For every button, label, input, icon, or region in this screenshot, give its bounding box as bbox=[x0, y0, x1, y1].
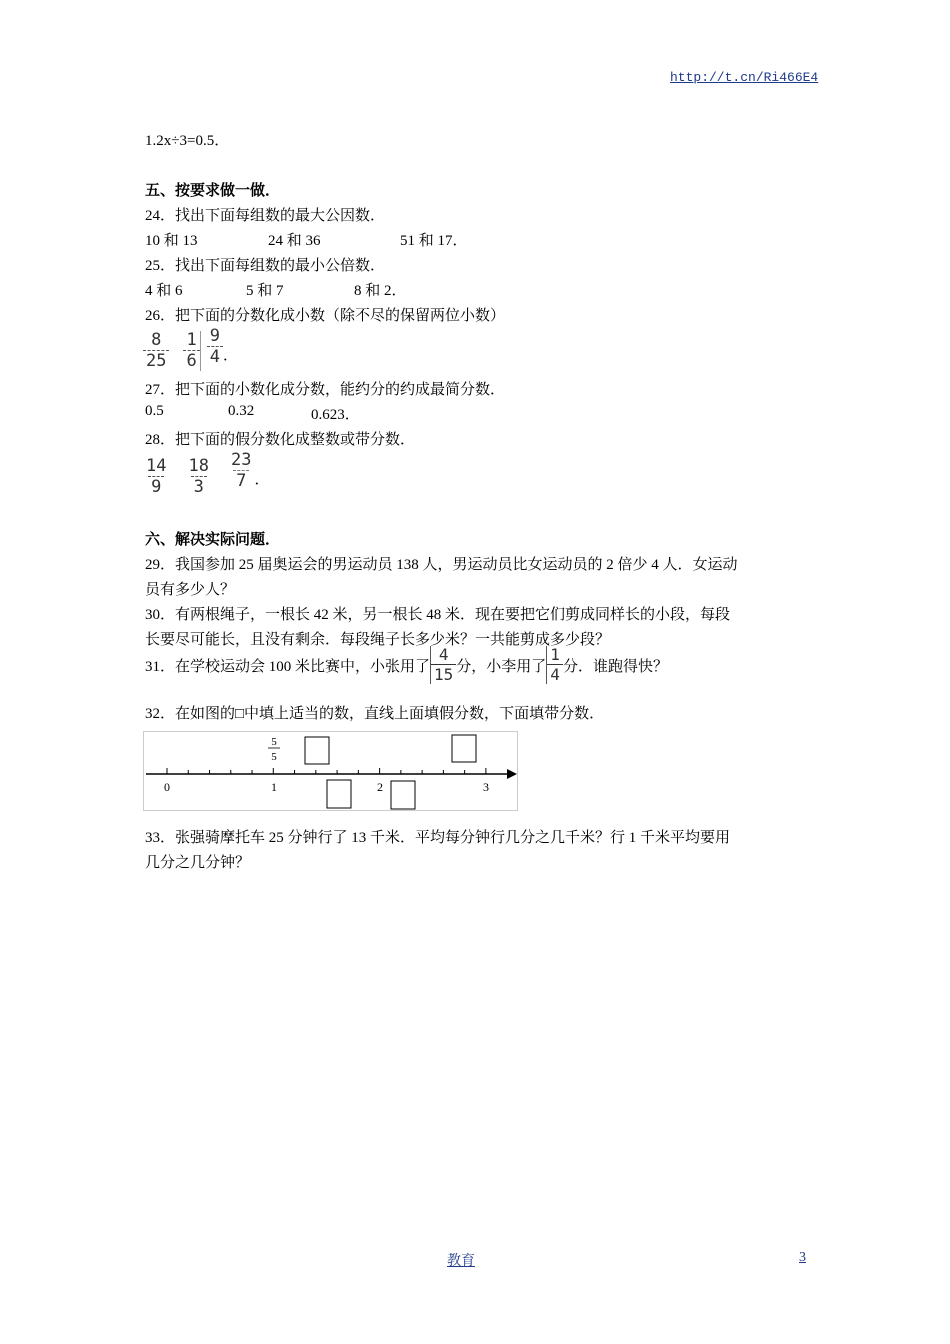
fraction: $\frac{14}{9}$ bbox=[146, 456, 167, 497]
question-30-line-2: 长要尽可能长，且没有剩余．每段绳子长多少米？一共能剪成多少段？ bbox=[145, 632, 611, 648]
question-27: 27．把下面的小数化成分数，能约分的约成最简分数． bbox=[145, 382, 506, 398]
q25-item-c: 8 和 2． bbox=[354, 283, 407, 299]
q26-fractions bbox=[143, 327, 238, 371]
q31-text-mid: 分，小李用了 bbox=[456, 658, 547, 675]
tick-marks bbox=[167, 768, 486, 774]
section-5-title: 五、按要求做一做． bbox=[145, 183, 281, 199]
page-number: 3 bbox=[799, 1250, 806, 1265]
question-26: 26．把下面的分数化成小数（除不尽的保留两位小数） bbox=[145, 308, 506, 324]
top-fraction-denominator: 5 bbox=[271, 751, 277, 763]
punctuation: ． bbox=[222, 348, 238, 364]
axis-label-0: 0 bbox=[164, 780, 170, 794]
number-line-figure bbox=[143, 731, 519, 811]
fraction: $\frac{9}{4}$ bbox=[207, 327, 223, 367]
question-33-line-1: 33．张强骑摩托车 25 分钟行了 13 千米．平均每分钟行几分之几千米？行 1 千米平均要用 bbox=[145, 830, 731, 846]
axis-label-1: 1 bbox=[271, 780, 277, 794]
q24-item-b: 24 和 36 bbox=[268, 233, 321, 249]
question-32: 32．在如图的□中填上适当的数，直线上面填假分数，下面填带分数． bbox=[145, 706, 605, 722]
fraction: $\frac{4}{15}$ bbox=[430, 646, 456, 684]
axis-label-2: 2 bbox=[377, 780, 383, 794]
q27-item-c: 0.623． bbox=[311, 407, 360, 423]
question-28: 28．把下面的假分数化成整数或带分数． bbox=[145, 432, 416, 448]
question-24: 24．找出下面每组数的最大公因数． bbox=[145, 208, 386, 224]
answer-box-above-1[interactable] bbox=[305, 737, 329, 764]
section-6-title: 六、解决实际问题． bbox=[145, 532, 281, 548]
answer-box-above-2[interactable] bbox=[452, 735, 476, 762]
question-29-line-2: 员有多少人？ bbox=[145, 582, 236, 598]
question-29-line-1: 29．我国参加 25 届奥运会的男运动员 138 人，男运动员比女运动员的 2 倍少 4 人．女运动 bbox=[145, 557, 738, 573]
q31-text-pre: 31．在学校运动会 100 米比赛中，小张用了 bbox=[145, 658, 431, 675]
q25-item-a: 4 和 6 bbox=[145, 283, 183, 299]
q31-text-post: 分．谁跑得快？ bbox=[562, 658, 668, 675]
question-33-line-2: 几分之几分钟？ bbox=[145, 855, 251, 871]
axis-arrow bbox=[507, 769, 517, 779]
answer-box-below-2[interactable] bbox=[391, 781, 415, 809]
top-fraction-numerator: 5 bbox=[271, 736, 277, 748]
fraction: $\frac{8}{25}$ bbox=[143, 331, 169, 371]
question-30-line-1: 30．有两根绳子，一根长 42 米，另一根长 48 米．现在要把它们剪成同样长的小段，每段 bbox=[145, 607, 731, 623]
q24-item-a: 10 和 13 bbox=[145, 233, 198, 249]
q27-item-a: 0.5 bbox=[145, 403, 164, 419]
q28-fractions bbox=[143, 451, 269, 497]
question-31 bbox=[145, 646, 668, 684]
equation-line: 1.2x÷3=0.5． bbox=[145, 133, 230, 149]
answer-box-below-1[interactable] bbox=[327, 780, 351, 808]
q25-item-b: 5 和 7 bbox=[246, 283, 284, 299]
question-25: 25．找出下面每组数的最小公倍数． bbox=[145, 258, 386, 274]
fraction: $\frac{18}{3}$ bbox=[188, 456, 209, 497]
punctuation: ． bbox=[254, 472, 270, 488]
footer-link[interactable]: 教育 bbox=[447, 1254, 475, 1269]
axis-label-3: 3 bbox=[483, 780, 489, 794]
fraction: $\frac{23}{7}$ bbox=[230, 450, 252, 491]
fraction: $\frac{1}{4}$ bbox=[546, 646, 563, 684]
q24-item-c: 51 和 17． bbox=[400, 233, 468, 249]
header-url-link[interactable]: http://t.cn/Ri466E4 bbox=[670, 70, 819, 85]
fraction: $\frac{1}{6}$ bbox=[183, 331, 199, 371]
q27-item-b: 0.32 bbox=[228, 403, 255, 419]
